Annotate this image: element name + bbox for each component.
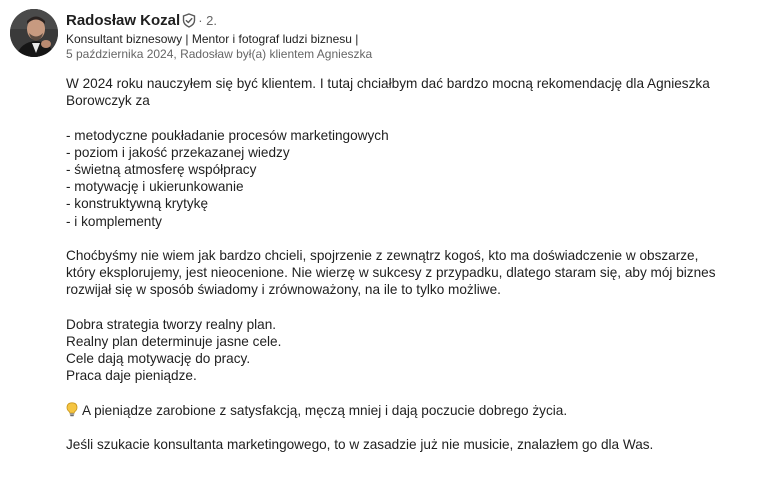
author-name-row [66,10,746,30]
verified-shield-icon [182,13,196,28]
bullet-item: - metodyczne poukładanie procesów marketingowych [66,127,389,143]
author-avatar[interactable] [10,9,58,57]
avatar-photo [10,9,58,57]
recommendation-meta: 5 października 2024, Radosław był(a) klientem Agnieszka [66,47,373,61]
bullet-item: - motywację i ukierunkowanie [66,179,244,195]
paragraph-line: który eksplorujemy, jest nieocenione. Nie wierzę w sukcesy z przypadku, dlatego staram się, aby mój biznes [66,265,716,281]
paragraph-gap [66,385,756,402]
recommendation-header [66,10,746,62]
insight-text: A pieniądze zarobione z satysfakcją, męczą mniej i dają poczucie dobrego życia. [82,402,568,418]
recommendation-body [66,75,756,453]
paragraph-gap [66,109,756,126]
bullet-item: - świetną atmosferę współpracy [66,162,257,177]
bullet-item: - poziom i jakość przekazanej wiedzy [66,144,290,160]
paragraph-line: rozwijał się w sposób świadomy i zrównoważony, na ile to tylko możliwe. [66,282,501,298]
paragraph-line: Choćbyśmy nie wiem jak bardzo chcieli, spojrzenie z zewnątrz kogoś, kto ma doświadczenie w obszarze, [66,248,699,263]
intro-line: W 2024 roku nauczyłem się być klientem. I tutaj chciałbym dać bardzo mocną rekomendację dla Agnieszka [66,76,710,91]
insight-line [66,402,756,419]
author-headline: Konsultant biznesowy | Mentor i fotograf ludzi biznesu | [66,32,359,46]
strategy-line: Praca daje pieniądze. [66,368,197,384]
author-name[interactable]: Radosław Kozal [66,11,181,29]
intro-line: Borowczyk za [66,93,150,109]
strategy-line: Dobra strategia tworzy realny plan. [66,316,277,332]
strategy-line: Cele dają motywację do pracy. [66,351,251,367]
paragraph-gap [66,419,756,436]
light-bulb-icon [66,402,78,417]
paragraph-gap [66,230,756,247]
strategy-line: Realny plan determinuje jasne cele. [66,334,282,349]
paragraph-gap [66,299,756,316]
closing-line: Jeśli szukacie konsultanta marketingowego, to w zasadzie już nie musicie, znalazłem go dla Was. [66,437,654,453]
bullet-item: - i komplementy [66,213,162,229]
connection-degree: · 2. [198,12,217,28]
bullet-item: - konstruktywną krytykę [66,196,209,212]
